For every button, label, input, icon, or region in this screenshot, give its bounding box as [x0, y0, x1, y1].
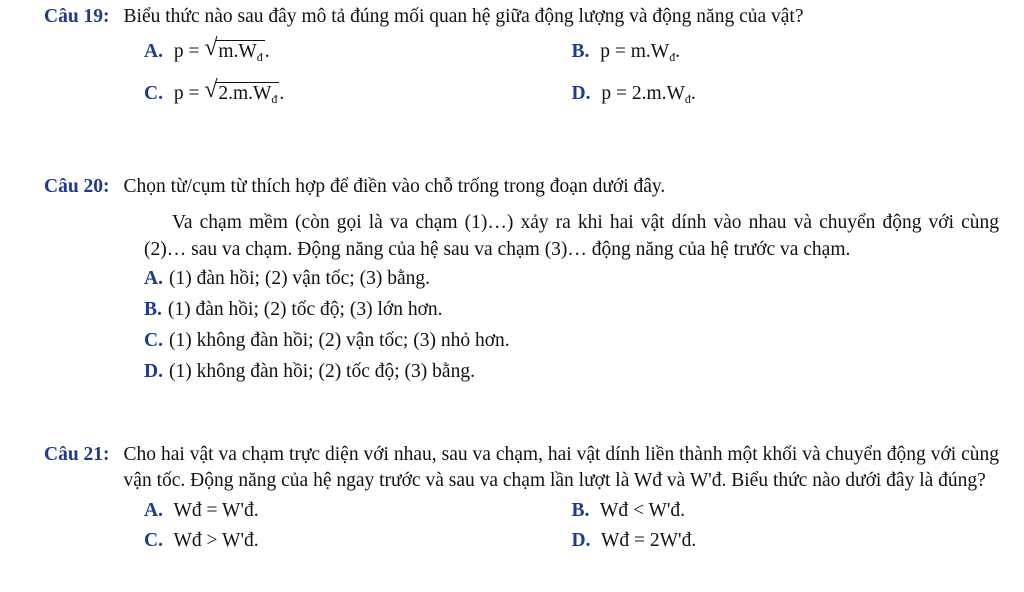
option-letter: D.	[144, 361, 163, 383]
formula: p = 2.m.W	[601, 83, 685, 105]
question-text: Cho hai vật va chạm trực diện với nhau, sau va chạm, hai vật dính liền thành một khối và chuyển động với cùng vận tốc. Động năng của hệ ngay trước và sau va chạm lần lượt là Wđ và W'đ. Biểu thức nào dưới đây là đúng?	[123, 444, 999, 492]
option-d[interactable]	[572, 81, 1000, 107]
passage-text: Va chạm mềm (còn gọi là va chạm (1)…) xảy ra khi hai vật dính vào nhau và chuyển động với cùng (2)… sau va chạm. Động năng của hệ sau va chạm (3)… động năng của hệ trước va chạm.	[144, 212, 999, 261]
question-21	[44, 442, 999, 557]
option-letter: C.	[144, 83, 163, 105]
option-text: (1) đàn hồi; (2) tốc độ; (3) lớn hơn.	[167, 299, 443, 321]
period: .	[675, 41, 681, 63]
option-text: Wđ < W'đ.	[599, 500, 686, 522]
option-c[interactable]	[144, 528, 572, 554]
question-19	[44, 4, 999, 110]
option-letter: C.	[144, 530, 163, 552]
option-text: (1) không đàn hồi; (2) tốc độ; (3) bằng.	[168, 361, 475, 383]
subscript: đ	[256, 50, 263, 65]
period: .	[264, 41, 270, 63]
option-letter: B.	[571, 500, 590, 522]
option-letter: B.	[571, 41, 590, 63]
option-text: Wđ > W'đ.	[173, 530, 259, 552]
option-letter: A.	[144, 268, 163, 290]
sqrt-expression: √ $2.m.W_đ$	[204, 77, 278, 107]
subscript: đ	[669, 50, 676, 65]
formula-lhs: p =	[173, 41, 200, 63]
option-c[interactable]	[144, 77, 572, 107]
formula: p = m.W	[600, 41, 670, 63]
option-d[interactable]	[144, 357, 999, 388]
option-b[interactable]	[572, 39, 1000, 65]
option-letter: B.	[144, 299, 162, 321]
option-a[interactable]	[144, 498, 572, 524]
option-b[interactable]	[572, 498, 1000, 524]
option-letter: C.	[144, 330, 163, 352]
option-a[interactable]	[144, 264, 999, 295]
formula-lhs: p =	[173, 83, 200, 105]
option-letter: A.	[144, 41, 163, 63]
subscript: đ	[271, 92, 278, 107]
radicand: 2.m.W	[218, 83, 272, 105]
period: .	[690, 83, 696, 105]
option-text: (1) không đàn hồi; (2) vận tốc; (3) nhỏ hơn.	[168, 330, 510, 352]
question-label: Câu 20:	[44, 176, 110, 197]
subscript: đ	[684, 92, 691, 107]
passage	[144, 210, 999, 264]
option-d[interactable]	[572, 528, 1000, 554]
option-text: Wđ = W'đ.	[173, 500, 259, 522]
option-text: Wđ = 2W'đ.	[601, 530, 697, 552]
option-a[interactable]	[144, 35, 572, 65]
question-text: Chọn từ/cụm từ thích hợp để điền vào chỗ trống trong đoạn dưới đây.	[123, 176, 666, 197]
option-text: (1) đàn hồi; (2) vận tốc; (3) bằng.	[168, 268, 430, 290]
option-letter: A.	[144, 500, 163, 522]
option-letter: D.	[571, 530, 591, 552]
question-text: Biểu thức nào sau đây mô tả đúng mối quan hệ giữa động lượng và động năng của vật?	[123, 6, 804, 27]
option-b[interactable]	[144, 295, 999, 326]
option-letter: D.	[571, 83, 591, 105]
option-c[interactable]	[144, 326, 999, 357]
question-label: Câu 21:	[44, 444, 110, 465]
period: .	[279, 83, 285, 105]
question-label: Câu 19:	[44, 6, 110, 27]
sqrt-expression: √ $m.W_đ$	[204, 35, 263, 65]
question-20	[44, 174, 999, 388]
radicand: m.W	[218, 41, 257, 63]
